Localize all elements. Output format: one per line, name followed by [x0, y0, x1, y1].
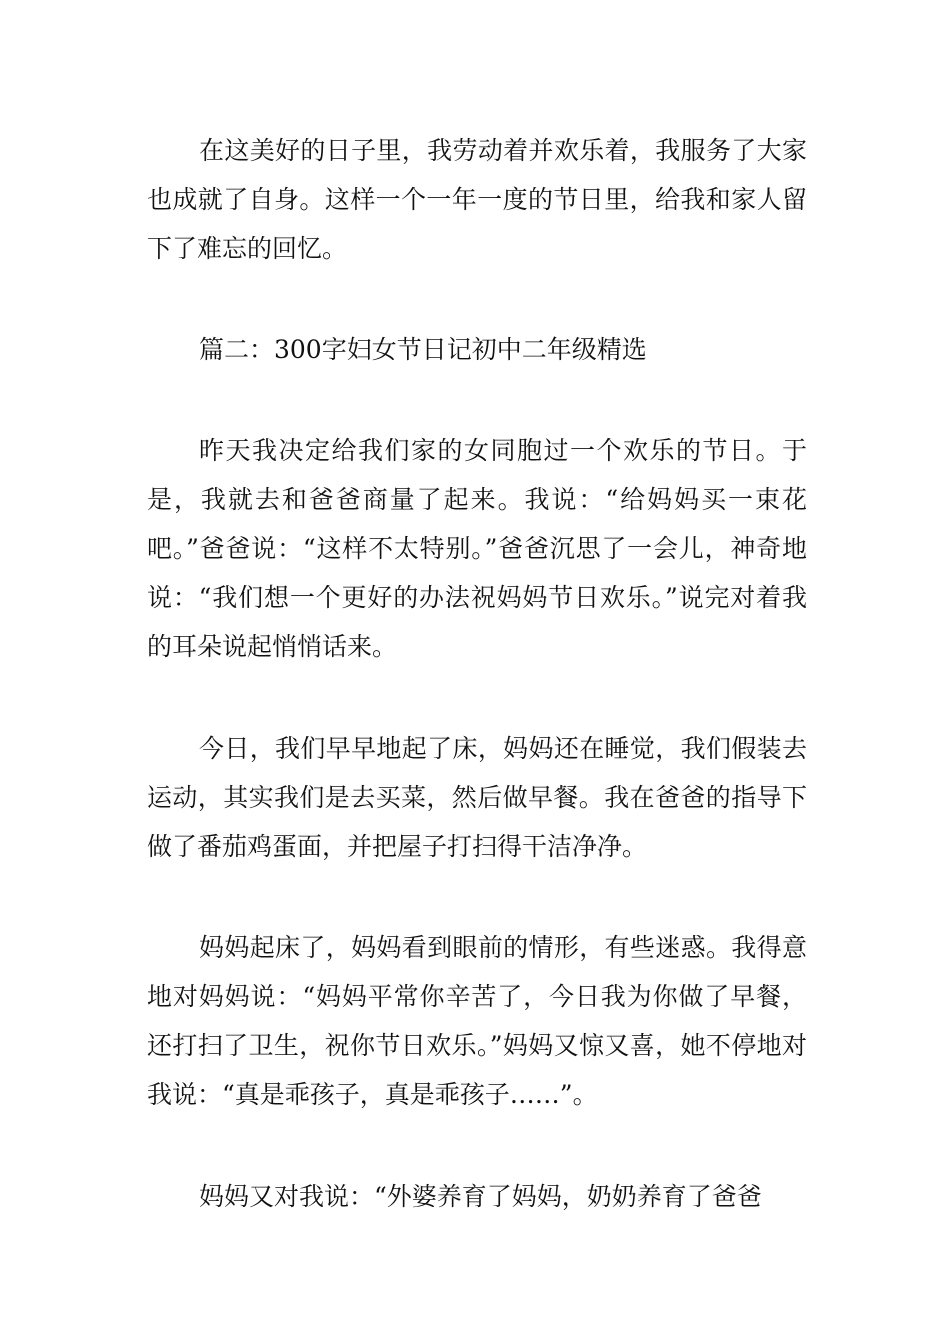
- section-heading: 篇二：300字妇女节日记初中二年级精选: [199, 335, 647, 364]
- paragraph-closing: 在这美好的日子里，我劳动着并欢乐着，我服务了大家也成就了自身。这样一个一年一度的节日里，给我和家人留下了难忘的回忆。: [147, 136, 807, 263]
- paragraph-intro: 昨天我决定给我们家的女同胞过一个欢乐的节日。于是，我就去和爸爸商量了起来。我说：“给妈妈买一束花吧。”爸爸说：“这样不太特别。”爸爸沉思了一会儿，神奇地说：“我们想一个更好的办法祝妈妈节日欢乐。”说完对着我的耳朵说起悄悄话来。: [147, 436, 807, 661]
- paragraph-morning: 今日，我们早早地起了床，妈妈还在睡觉，我们假装去运动，其实我们是去买菜，然后做早餐。我在爸爸的指导下做了番茄鸡蛋面，并把屋子打扫得干洁净净。: [147, 734, 807, 861]
- paragraph-mom-wakes: 妈妈起床了，妈妈看到眼前的情形，有些迷惑。我得意地对妈妈说：“妈妈平常你辛苦了，今日我为你做了早餐，还打扫了卫生，祝你节日欢乐。”妈妈又惊又喜，她不停地对我说：“真是乖孩子，真是乖孩子……”。: [147, 933, 807, 1109]
- paragraph-mom-speaks: 妈妈又对我说：“外婆养育了妈妈，奶奶养育了爸爸: [199, 1182, 762, 1211]
